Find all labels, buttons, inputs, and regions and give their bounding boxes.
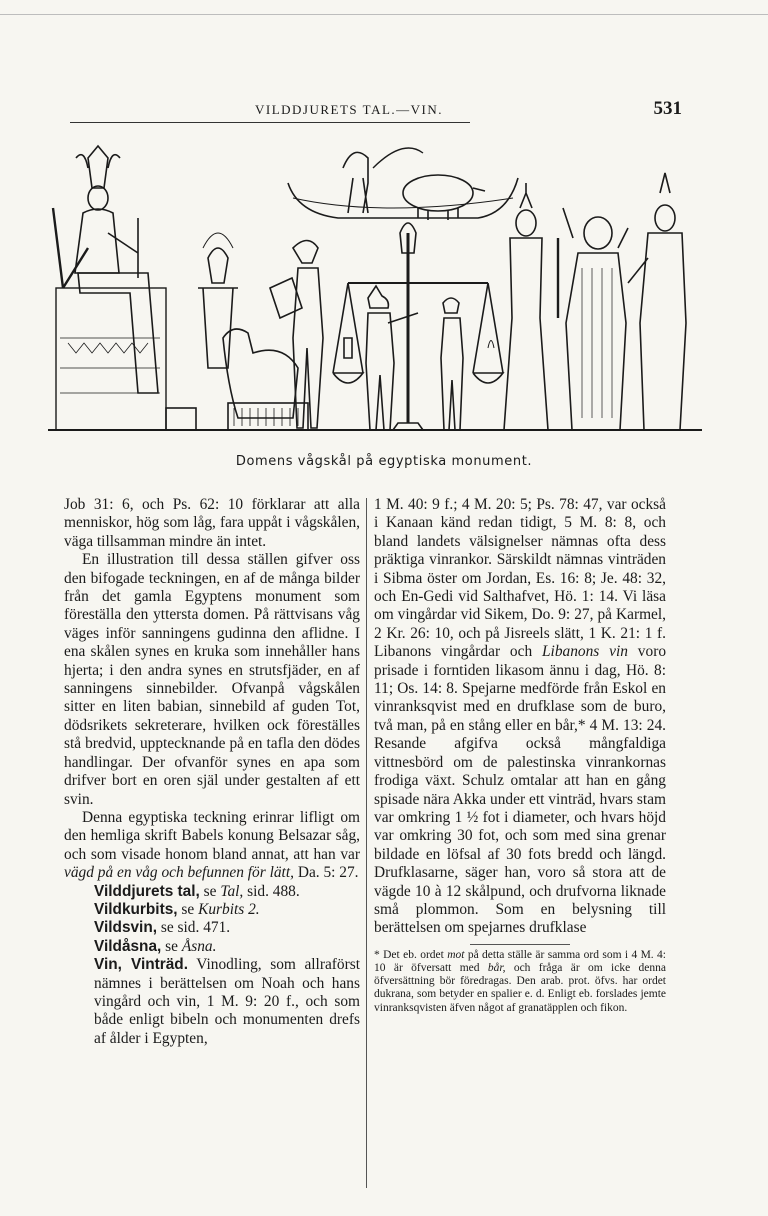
dictionary-entry: Vildsvin, se sid. 471. [94,919,231,937]
deceased-figure [563,208,628,430]
column-divider [366,498,367,1188]
anubis-figure [366,286,418,430]
maat-goddess [504,183,558,430]
dictionary-entry: Vildåsna, se Åsna. [94,937,217,955]
weighing-of-heart-illustration [48,138,702,438]
paragraph: 1 M. 40: 9 f.; 4 M. 20: 5; Ps. 78: 47, var också i Kanaan känd redan tidigt, 5 M. 8: 8, och bland landets välsignelser nämnas ofta dess präktiga vinrankor. Särskildt nämnas vinträden i Sibma öster om Jordan, Es. 16: 8; Je. 48: 32, och En-Gedi vid Salthafvet, Hö. 1: 14. Vi läsa om vingårdar vid Sikem, Do. 9: 27, på Karmel, 2 Kr. 26: 10, och på Jisreels slätt, 1 K. 21: 1 f. Libanons vingårdar och Libanons vin voro prisade i forntiden likasom ännu i dag, Hö. 8: 11; Os. 14: 8. Spejarne medförde från Eskol en vinranksqvist med en drufklase som de buro, två man, på en stång eller en bår,* 4 M. 13: 24. Resande afgifva också mångfaldiga vittnesbörd om de palestinska vinrankornas frodiga växt. Schulz omtalar att han en gång spisade nära Akka under ett vinträd, hvars stam var omkring 1 ½ fot i diameter, och hvars höjd var omkring 30 fot, och som med sina grenar bildade en löfsal af 30 fots bredd och längd. Drufklasarne, säger han, voro så stora att de vägde 10 à 12 skålpund, och drufvorna liknade små plommon. Som en belysning till berättelsen om spejarnes drufklase [374,496,667,937]
footnote-rule [470,944,570,945]
balance-scale [333,223,503,430]
paragraph: Job 31: 6, och Ps. 62: 10 förklarar att alla menniskor, hög som låg, fara uppåt i vågskålen, väga tillsamman mindre än intet. [64,496,360,550]
running-head [70,100,698,122]
head-rule [70,122,470,123]
horus-small-figure [441,298,463,430]
throne [56,288,196,430]
thoth-figure [270,241,323,429]
page-top-rule [0,14,768,15]
dictionary-entry-vin: Vin, Vinträd. Vinodling, som allraförst nämnes i berättelsen om Noah och hans vingård och vin, 1 M. 9: 20 f., och som både enligt bibeln och monumenten drefs af ålder i Egypten, [94,956,360,1047]
dictionary-entry: Vilddjurets tal, se Tal, sid. 488. [94,882,300,900]
footnote: * Det eb. ordet mot på detta ställe är samma ord som i 4 M. 4: 10 är öfversatt med bår, och fråga är om icke denna öfversättning bör föredragas. Den arab. prot. öfvs. har ordet dukrana, som betyder en spalier e. d. Enligt eb. forslades jemte vinranksqvisten äfven något af granatäpplen och fikon. [374,948,667,1014]
left-column [64,496,360,1048]
figure-caption: Domens vågskål på egyptiska monument. [235,454,533,469]
osiris-figure [53,146,158,393]
running-title: VILDDJURETS TAL.—VIN. [255,102,444,117]
paragraph: Denna egyptiska teckning erinrar lifligt om den hemliga skrift Babels konung Belsazar såg, och som visade honom bland annat, att han var vägd på en våg och befunnen för lätt, Da. 5: 27. [64,808,360,882]
paragraph: En illustration till dessa ställen gifver oss den bifogade teckningen, en af de många bilder från det gamla Egyptens monument som föreställa den yttersta domen. På rättvisans våg väges inför sanningens gudinna den aflidne. I ena skålen synes en kruka som innehåller hans hjerta; i den andra synes en strutsfjäder, en af sanningens sinnebilder. Ofvanpå vågskålen sitter en liten babian, sinnebild af guden Tot, dödsrikets sekreterare, hvilken ock föreställes stå bredvid, upptecknande på en tafla den dödes handlingar. Der ofvanför synes en apa som drifver bort en oren själ under gestalten af ett svin. [64,551,360,808]
boat-with-ape-and-pig [288,148,518,220]
dictionary-entry: Vildkurbits, se Kurbits 2. [94,900,260,918]
page-number: 531 [653,98,682,119]
isis-goddess [628,173,686,430]
offering-altar [198,233,238,368]
right-column [374,496,666,1015]
